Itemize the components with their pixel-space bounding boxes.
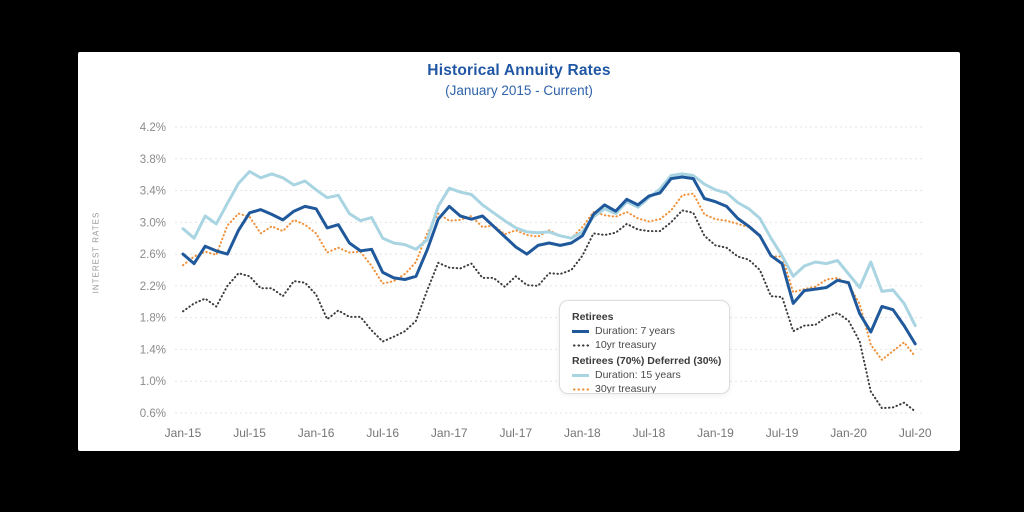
series-line-duration-7-years <box>183 177 915 344</box>
x-tick-label: Jul-16 <box>366 426 400 440</box>
y-tick-label: 1.4% <box>139 344 166 357</box>
solid-line-swatch-icon <box>572 330 589 333</box>
x-tick-label: Jan-17 <box>430 426 468 440</box>
legend-item <box>572 324 729 338</box>
x-tick-label: Jan-20 <box>830 426 867 440</box>
y-tick-label: 1.8% <box>139 312 166 325</box>
dotted-line-swatch-icon <box>572 344 589 347</box>
legend-item-label: 10yr treasury <box>595 339 657 351</box>
y-tick-label: 0.6% <box>139 407 166 420</box>
y-tick-label: 2.6% <box>139 249 166 262</box>
chart-subtitle: (January 2015 - Current) <box>445 83 593 98</box>
y-tick-label: 4.2% <box>139 122 166 134</box>
x-tick-label: Jul-20 <box>898 426 932 440</box>
legend-item-label: 30yr treasury <box>595 383 657 394</box>
legend-group-label: Retirees <box>572 311 614 323</box>
y-axis-title: INTEREST RATES <box>91 211 101 294</box>
legend-item-label: Duration: 7 years <box>595 325 675 337</box>
chart-card <box>78 52 960 451</box>
x-tick-label: Jan-16 <box>297 426 335 440</box>
y-tick-label: 1.0% <box>139 376 166 389</box>
y-tick-label: 3.0% <box>139 217 166 230</box>
chart-title: Historical Annuity Rates <box>427 62 611 79</box>
dotted-line-swatch-icon <box>572 388 589 391</box>
x-tick-label: Jan-15 <box>164 426 202 440</box>
solid-line-swatch-icon <box>572 374 589 377</box>
legend-item <box>572 382 729 394</box>
y-tick-label: 3.4% <box>139 185 166 198</box>
y-tick-label: 2.2% <box>139 280 166 293</box>
x-tick-label: Jan-19 <box>697 426 734 440</box>
series-line-duration-15-years <box>183 172 915 326</box>
x-tick-label: Jul-15 <box>233 426 266 440</box>
series-line-30yr-treasury <box>183 194 915 360</box>
x-tick-label: Jul-18 <box>632 426 666 440</box>
x-tick-label: Jul-17 <box>499 426 533 440</box>
y-tick-label: 3.8% <box>139 153 166 166</box>
x-tick-label: Jul-19 <box>765 426 799 440</box>
x-tick-label: Jan-18 <box>564 426 601 440</box>
legend-item-label: Duration: 15 years <box>595 369 681 381</box>
line-chart-plot <box>78 52 960 451</box>
legend-group-label: Retirees (70%) Deferred (30%) <box>572 355 722 367</box>
chart-legend <box>559 300 730 394</box>
legend-item <box>572 368 729 382</box>
legend-item <box>572 338 729 352</box>
